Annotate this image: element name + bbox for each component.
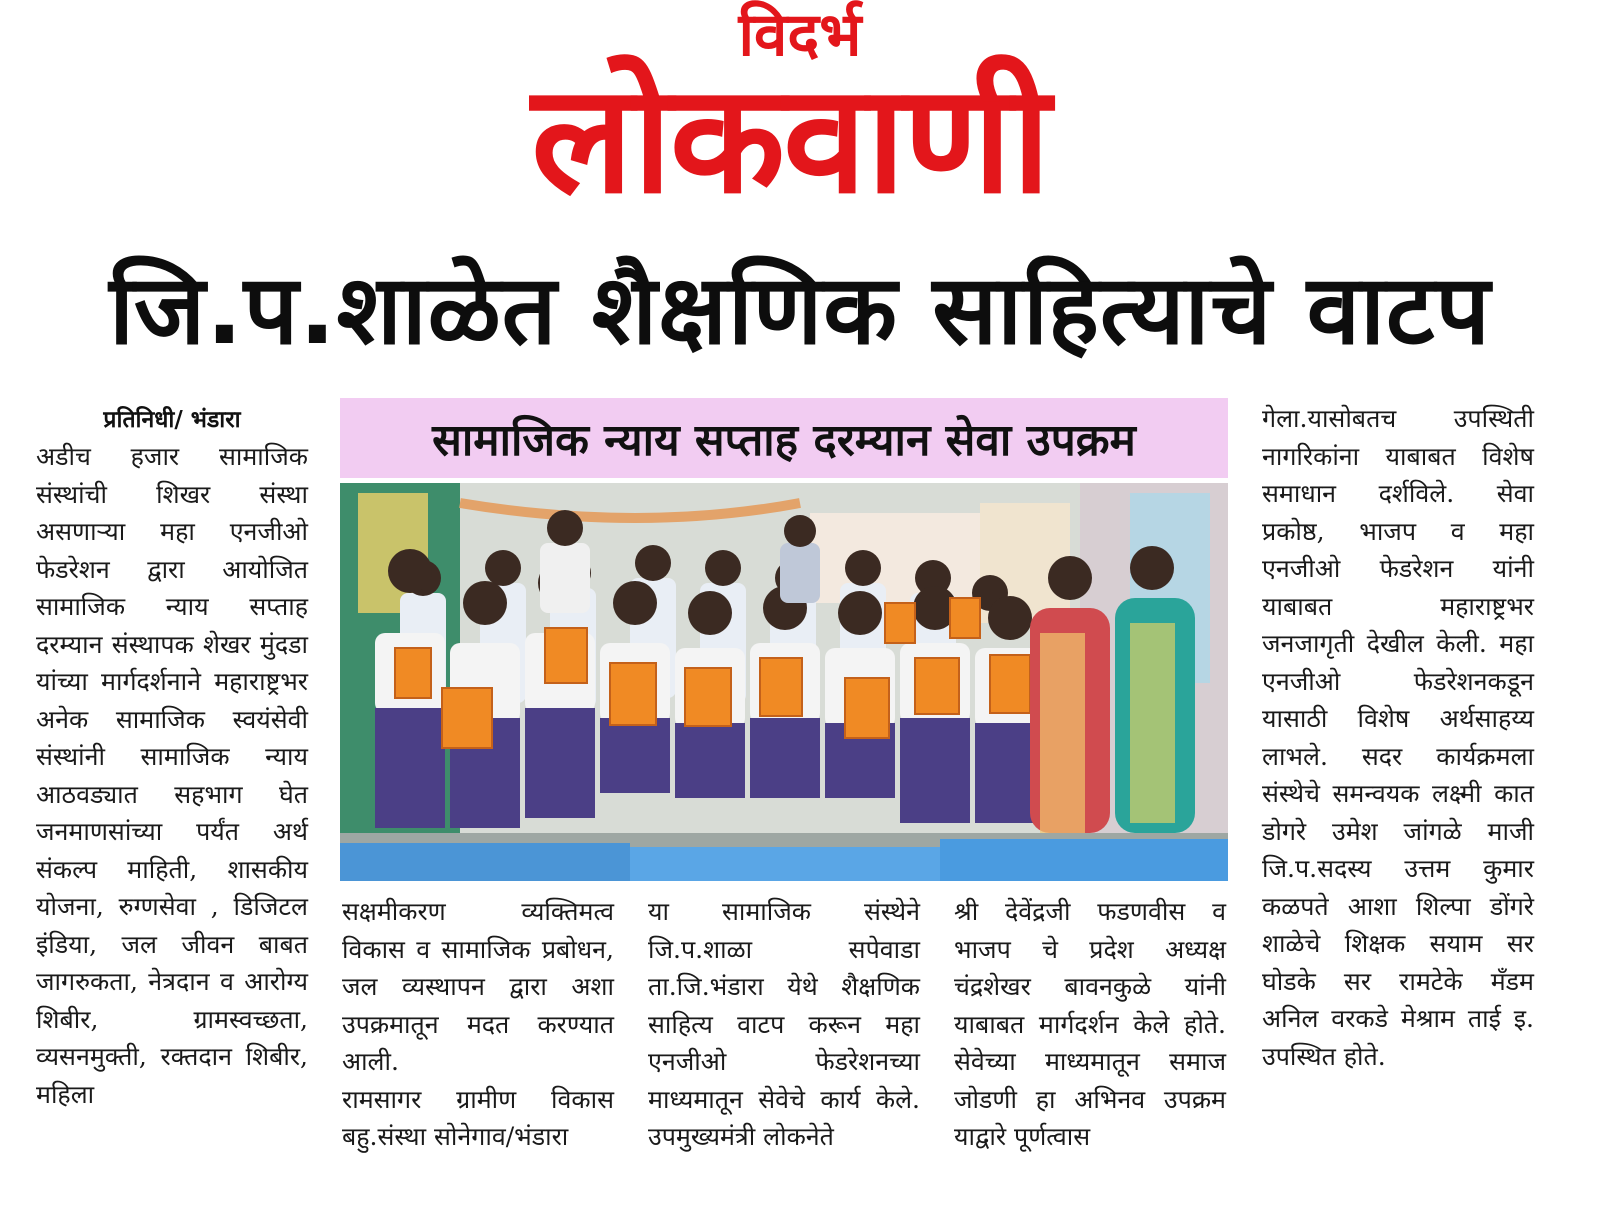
column-text: रामसागर ग्रामीण विकास बहु.संस्था सोनेगाव/भंडारा [342, 1084, 614, 1151]
column-text: श्री देवेंद्रजी फडणवीस व भाजप चे प्रदेश अध्यक्ष चंद्रशेखर बावनकुळे यांनी याबाबत मार्गदर्शन केले होते. सेवेच्या माध्यमातून समाज जोडणी हा अभिनव उपक्रम याद्वारे पूर्णत्वास [954, 897, 1226, 1151]
group-photo-icon [340, 483, 1228, 881]
subheadline: सामाजिक न्याय सप्ताह दरम्यान सेवा उपक्रम [340, 398, 1228, 478]
masthead [0, 0, 1600, 230]
masthead-kicker: विदर्भ [738, 0, 862, 70]
masthead-title: लोकवाणी [531, 53, 1049, 227]
article-photo [340, 483, 1228, 881]
column-text: अडीच हजार सामाजिक संस्थांची शिखर संस्था असणाऱ्या महा एनजीओ फेडरेशन द्वारा आयोजित सामाजिक न्याय सप्ताह दरम्यान संस्थापक शेखर मुंदडा यांच्या मार्गदर्शनाने महाराष्ट्रभर अनेक सामाजिक स्वयंसेवी संस्थांनी सामाजिक न्याय आठवड्यात सहभाग घेत जनमाणसांच्या पर्यंत अर्थ संकल्प माहिती, शासकीय योजना, रुग्णसेवा , डिजिटल इंडिया, जल जीवन बाबत जागरुकता, नेत्रदान व आरोग्य शिबीर, ग्रामस्वच्छता, व्यसनमुक्ती, रक्तदान शिबीर, महिला [36, 442, 308, 1109]
column-text: सक्षमीकरण व्यक्तिमत्व विकास व सामाजिक प्रबोधन, जल व्यस्थापन द्वारा अशा उपक्रमातून मदत करण्यात आली. [342, 897, 614, 1076]
article-column-1 [36, 438, 308, 1113]
article-column-4 [954, 893, 1226, 1156]
dateline: प्रतिनिधी/ भंडारा [103, 406, 241, 433]
article-column-5 [1262, 400, 1534, 1075]
column-text: गेला.यासोबतच उपस्थिती नागरिकांना याबाबत विशेष समाधान दर्शविले. सेवा प्रकोष्ठ, भाजप व महा एनजीओ फेडरेशन यांनी याबाबत महाराष्ट्रभर जनजागृती देखील केली. महा एनजीओ फेडरेशनकडून यासाठी विशेष अर्थसाहय्य लाभले. सदर कार्यक्रमला संस्थेचे समन्वयक लक्ष्मी कात डोगरे उमेश जांगळे माजी जि.प.सदस्य उत्तम कुमार कळपते आशा शिल्पा डोंगरे शाळेचे शिक्षक सयाम सर घोडके सर रामटेके मँडम अनिल वरकडे मेश्राम ताई इ. उपस्थित होते. [1262, 404, 1534, 1071]
column-text: या सामाजिक संस्थेने जि.प.शाळा सपेवाडा ता.जि.भंडारा येथे शैक्षणिक साहित्य वाटप करून महा एनजीओ फेडरेशनच्या माध्यमातून सेवेचे कार्य केले. उपमुख्यमंत्री लोकनेते [648, 897, 920, 1151]
article-column-3 [648, 893, 920, 1156]
article-headline: जि.प.शाळेत शैक्षणिक साहित्याचे वाटप [109, 254, 1491, 366]
article-column-2 [342, 893, 614, 1156]
